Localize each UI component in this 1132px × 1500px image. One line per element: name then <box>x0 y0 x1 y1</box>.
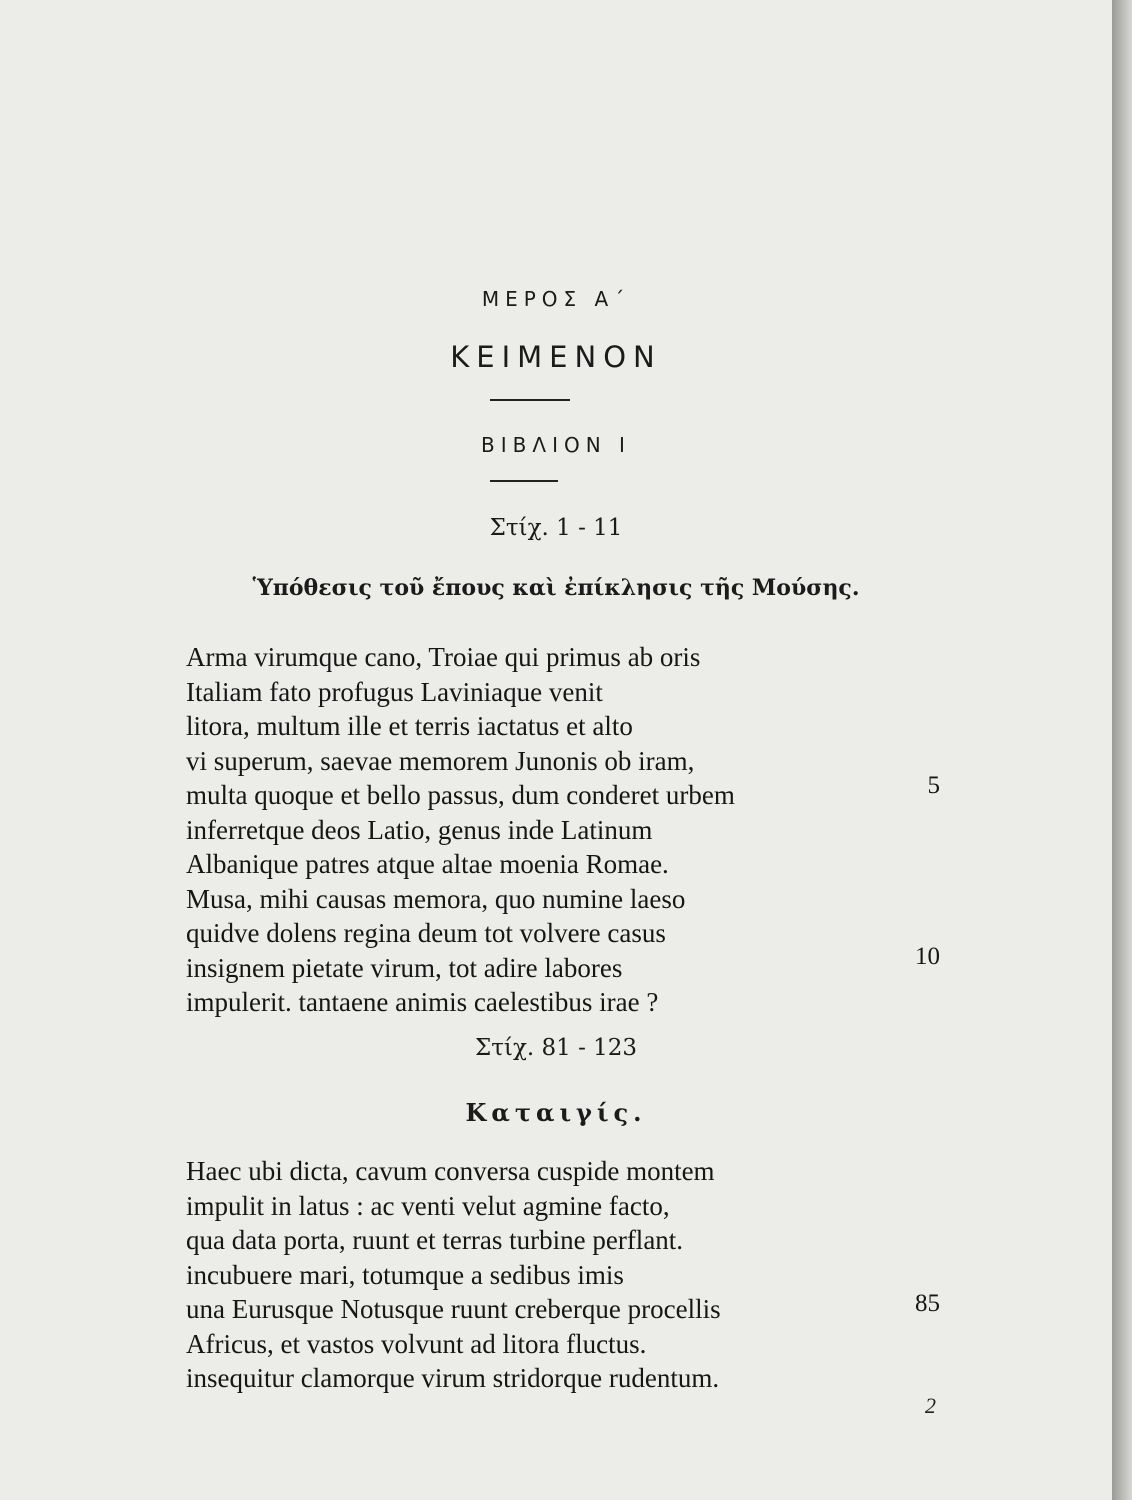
poem-line: incubuere mari, totumque a sedibus imis <box>186 1259 624 1290</box>
poem-line: una Eurusque Notusque ruunt creberque procellis <box>186 1294 721 1324</box>
line-number: 10 <box>915 943 940 970</box>
part-heading: ΜΕΡΟΣ Α΄ <box>481 287 631 311</box>
poem-line: vi superum, saevae memorem Junonis ob iram, <box>186 745 695 776</box>
book-heading: ΒΙΒΛΙΟΝ Ι <box>481 433 631 457</box>
verse-range-2: Στίχ. 81 - 123 <box>474 1035 638 1061</box>
verse-range-1: Στίχ. 1 - 11 <box>489 515 623 541</box>
poem-line: quidve dolens regina deum tot volvere casus <box>186 918 666 948</box>
section-title-2: Καταιγίς. <box>465 1098 647 1127</box>
poem-line: Africus, et vastos volvunt ad litora fluctus. <box>186 1328 647 1359</box>
poem-line: impulerit. tantaene animis caelestibus irae ? <box>186 987 659 1017</box>
poem-line: insignem pietate virum, tot adire labores <box>186 952 623 983</box>
poem-line: Haec ubi dicta, cavum conversa cuspide montem <box>186 1156 715 1186</box>
poem-line: impulit in latus : ac venti velut agmine facto, <box>186 1190 670 1221</box>
poem-line: Arma virumque cano, Troiae qui primus ab oris <box>186 642 701 672</box>
poem-line: qua data porta, ruunt et terras turbine perflant. <box>186 1225 684 1255</box>
page-edge-shadow <box>1112 0 1132 1500</box>
poem-passage-2 <box>186 1154 721 1396</box>
section-title-1: Ὑπόθεσις τοῦ ἔπους καὶ ἐπίκλησις τῆς Μούσης. <box>252 575 860 601</box>
page-number: 2 <box>925 1393 936 1418</box>
poem-line: insequitur clamorque virum stridorque rudentum. <box>186 1363 720 1393</box>
poem-line: Albanique patres atque altae moenia Romae. <box>186 849 669 879</box>
poem-passage-1 <box>186 640 735 1020</box>
book-divider <box>490 480 558 482</box>
text-heading: ΚΕΙΜΕΝΟΝ <box>450 340 662 374</box>
poem-line: litora, multum ille et terris iactatus et alto <box>186 711 633 741</box>
line-number: 85 <box>915 1290 940 1317</box>
line-number: 5 <box>927 772 940 799</box>
poem-line: Italiam fato profugus Laviniaque venit <box>186 676 603 707</box>
poem-line: multa quoque et bello passus, dum conderet urbem <box>186 780 735 810</box>
poem-line: Musa, mihi causas memora, quo numine laeso <box>186 883 686 914</box>
heading-divider <box>490 399 570 401</box>
poem-line: inferretque deos Latio, genus inde Latinum <box>186 814 653 845</box>
